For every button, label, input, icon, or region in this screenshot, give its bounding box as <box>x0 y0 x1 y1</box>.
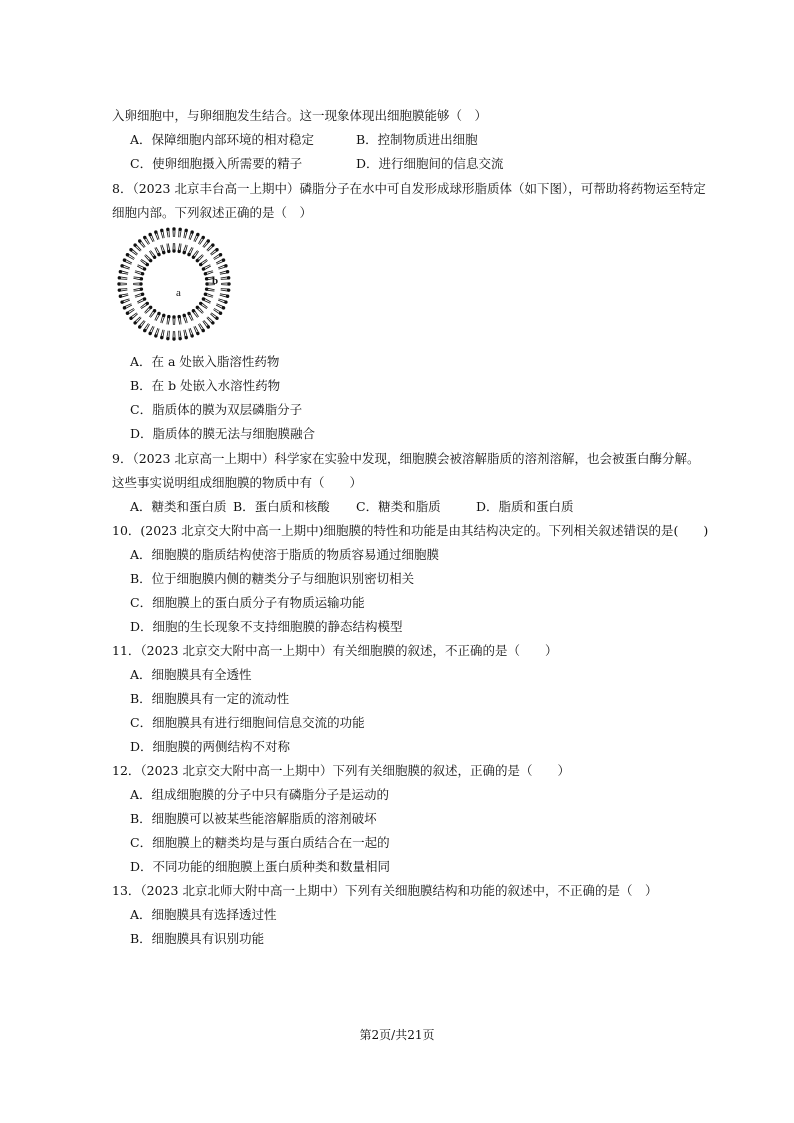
outer-phospholipid <box>129 313 137 320</box>
q12-option-c: C．细胞膜上的糖类均是与蛋白质结合在一起的 <box>130 835 390 850</box>
outer-phospholipid <box>123 258 132 264</box>
inner-phospholipid <box>161 245 166 255</box>
q10-option-b: B．位于细胞膜内侧的糖类分子与细胞识别密切相关 <box>130 571 415 586</box>
outer-phospholipid <box>203 239 210 247</box>
q11-option-b: B．细胞膜具有一定的流动性 <box>130 691 290 706</box>
inner-phospholipid <box>202 297 211 303</box>
inner-phospholipid <box>202 265 211 271</box>
q10-option-c: C．细胞膜上的蛋白质分子有物质运输功能 <box>130 595 365 610</box>
outer-phospholipid <box>126 308 135 315</box>
outer-phospholipid <box>189 230 194 239</box>
inner-phospholipid <box>167 243 171 253</box>
q8-option-d: D．脂质体的膜无法与细胞膜融合 <box>130 426 316 441</box>
inner-phospholipid <box>199 302 208 309</box>
outer-phospholipid <box>184 330 188 340</box>
inner-phospholipid <box>140 302 149 309</box>
q9-option-c: C．糖类和脂质 <box>356 499 441 514</box>
outer-phospholipid <box>133 243 141 251</box>
inner-phospholipid <box>149 250 156 259</box>
inner-phospholipid <box>167 315 171 325</box>
outer-phospholipid <box>189 328 194 337</box>
outer-phospholipid <box>207 317 215 325</box>
q11-option-c: C．细胞膜具有进行细胞间信息交流的功能 <box>130 715 365 730</box>
q10-option-d: D．细胞的生长现象不支持细胞膜的静态结构模型 <box>130 619 403 634</box>
outer-phospholipid <box>213 253 222 260</box>
q12-option-d: D．不同功能的细胞膜上蛋白质种类和数量相同 <box>130 859 391 874</box>
q11-option-d: D．细胞膜的两侧结构不对称 <box>130 739 291 754</box>
inner-phospholipid <box>155 312 161 321</box>
outer-phospholipid <box>220 294 230 298</box>
outer-phospholipid <box>218 264 227 269</box>
outer-phospholipid <box>166 331 169 341</box>
q8-option-b: B．在 b 处嵌入水溶性药物 <box>130 378 281 393</box>
q7-option-d: D．进行细胞间的信息交流 <box>356 156 504 171</box>
inner-phospholipid <box>182 245 187 255</box>
outer-phospholipid <box>194 233 200 242</box>
q8-stem-line2: 细胞内部。下列叙述正确的是（ ） <box>112 205 313 220</box>
outer-phospholipid <box>207 243 215 251</box>
inner-phospholipid <box>149 309 156 318</box>
outer-phospholipid <box>213 308 222 315</box>
inner-phospholipid <box>133 287 143 291</box>
q10-stem: 10．(2023 北京交大附中高一上期中)细胞膜的特性和功能是由其结构决定的。下列相关叙述错误的是( ) <box>112 523 709 538</box>
q13-option-b: B．细胞膜具有识别功能 <box>130 931 265 946</box>
figure-label-b: b <box>212 275 219 287</box>
inner-phospholipid <box>177 243 181 253</box>
q8-option-c: C．脂质体的膜为双层磷脂分子 <box>130 402 303 417</box>
outer-phospholipid <box>154 230 159 239</box>
q12-option-a: A．组成细胞膜的分子中只有磷脂分子是运动的 <box>130 787 390 802</box>
inner-phospholipid <box>145 255 153 263</box>
figure-label-a: a <box>176 287 181 299</box>
outer-phospholipid <box>117 282 127 285</box>
outer-phospholipid <box>210 313 218 320</box>
outer-phospholipid <box>198 236 205 245</box>
outer-phospholipid <box>172 331 175 341</box>
outer-phospholipid <box>119 270 129 274</box>
inner-phospholipid <box>187 312 193 321</box>
outer-phospholipid <box>138 320 145 328</box>
inner-phospholipid <box>205 287 215 291</box>
outer-phospholipid <box>184 229 188 239</box>
outer-phospholipid <box>194 326 200 335</box>
outer-phospholipid <box>216 304 225 310</box>
outer-phospholipid <box>120 299 129 304</box>
inner-phospholipid <box>133 277 143 281</box>
inner-phospholipid <box>135 292 145 297</box>
outer-phospholipid <box>220 270 230 274</box>
page-footer: 第2页/共21页 <box>359 1028 435 1042</box>
outer-phospholipid <box>148 326 154 335</box>
inner-phospholipid <box>161 314 166 324</box>
outer-phospholipid <box>143 323 150 332</box>
outer-phospholipid <box>221 282 231 285</box>
inner-phospholipid <box>133 282 143 285</box>
q7-stem-tail: 入卵细胞中，与卵细胞发生结合。这一现象体现出细胞膜能够（ ） <box>112 108 488 123</box>
q7-option-a: A．保障细胞内部环境的相对稳定 <box>130 132 315 147</box>
q7-option-c: C．使卵细胞摄入所需要的精子 <box>130 156 303 171</box>
q10-option-a: A．细胞膜的脂质结构使溶于脂质的物质容易通过细胞膜 <box>130 547 440 562</box>
q9-stem-line2: 这些事实说明组成细胞膜的物质中有（ ） <box>112 475 363 490</box>
outer-phospholipid <box>123 304 132 310</box>
outer-phospholipid <box>133 317 141 325</box>
outer-phospholipid <box>218 299 227 304</box>
outer-phospholipid <box>221 276 231 279</box>
inner-phospholipid <box>140 259 149 266</box>
q9-option-b: B．蛋白质和核酸 <box>233 499 330 514</box>
inner-phospholipid <box>196 306 204 314</box>
inner-phospholipid <box>172 315 175 325</box>
q7-option-b: B．控制物质进出细胞 <box>356 132 478 147</box>
inner-phospholipid <box>192 309 199 318</box>
outer-phospholipid <box>160 229 164 239</box>
outer-phospholipid <box>221 288 231 291</box>
outer-phospholipid <box>129 248 137 255</box>
inner-phospholipid <box>196 255 204 263</box>
outer-phospholipid <box>138 239 145 247</box>
q11-stem: 11．（2023 北京交大附中高一上期中）有关细胞膜的叙述，不正确的是（ ） <box>112 643 558 658</box>
inner-phospholipid <box>137 265 146 271</box>
q11-option-a: A．细胞膜具有全透性 <box>130 667 252 682</box>
q9-option-d: D．脂质和蛋白质 <box>476 499 574 514</box>
q9-option-a: A．糖类和蛋白质 <box>130 499 227 514</box>
inner-phospholipid <box>137 297 146 303</box>
outer-phospholipid <box>210 248 218 255</box>
inner-phospholipid <box>192 250 199 259</box>
inner-phospholipid <box>155 247 161 256</box>
outer-phospholipid <box>154 328 159 337</box>
outer-phospholipid <box>119 294 129 298</box>
inner-phospholipid <box>135 271 145 276</box>
liposome-figure <box>110 226 240 342</box>
outer-phospholipid <box>160 330 164 340</box>
q12-option-b: B．细胞膜可以被某些能溶解脂质的溶剂破坏 <box>130 811 377 826</box>
outer-phospholipid <box>216 258 225 264</box>
q8-stem-line1: 8．（2023 北京丰台高一上期中）磷脂分子在水中可自发形成球形脂质体（如下图），可帮助将药物运至特定 <box>112 181 706 196</box>
inner-phospholipid <box>177 315 181 325</box>
inner-phospholipid <box>145 306 153 314</box>
outer-phospholipid <box>120 264 129 269</box>
outer-phospholipid <box>198 323 205 332</box>
inner-phospholipid <box>199 259 208 266</box>
outer-phospholipid <box>166 228 169 238</box>
outer-phospholipid <box>118 276 128 279</box>
q9-stem-line1: 9．（2023 北京高一上期中）科学家在实验中发现，细胞膜会被溶解脂质的溶剂溶解，也会被蛋白酶分解。 <box>112 451 700 466</box>
outer-phospholipid <box>143 236 150 245</box>
q13-option-a: A．细胞膜具有选择透过性 <box>130 907 277 922</box>
outer-phospholipid <box>178 331 181 341</box>
outer-phospholipid <box>203 320 210 328</box>
outer-phospholipid <box>178 228 181 238</box>
outer-phospholipid <box>118 288 128 291</box>
q8-option-a: A．在 a 处嵌入脂溶性药物 <box>130 354 280 369</box>
q13-stem: 13．（2023 北京北师大附中高一上期中）下列有关细胞膜结构和功能的叙述中，不正确的是（ ） <box>112 883 658 898</box>
outer-phospholipid <box>126 253 135 260</box>
inner-phospholipid <box>187 247 193 256</box>
outer-phospholipid <box>172 227 175 237</box>
inner-phospholipid <box>204 292 214 297</box>
inner-phospholipid <box>182 314 187 324</box>
q12-stem: 12．（2023 北京交大附中高一上期中）下列有关细胞膜的叙述，正确的是（ ） <box>112 763 570 778</box>
inner-phospholipid <box>172 243 175 253</box>
liposome-inner-layer <box>133 243 215 325</box>
outer-phospholipid <box>148 233 154 242</box>
